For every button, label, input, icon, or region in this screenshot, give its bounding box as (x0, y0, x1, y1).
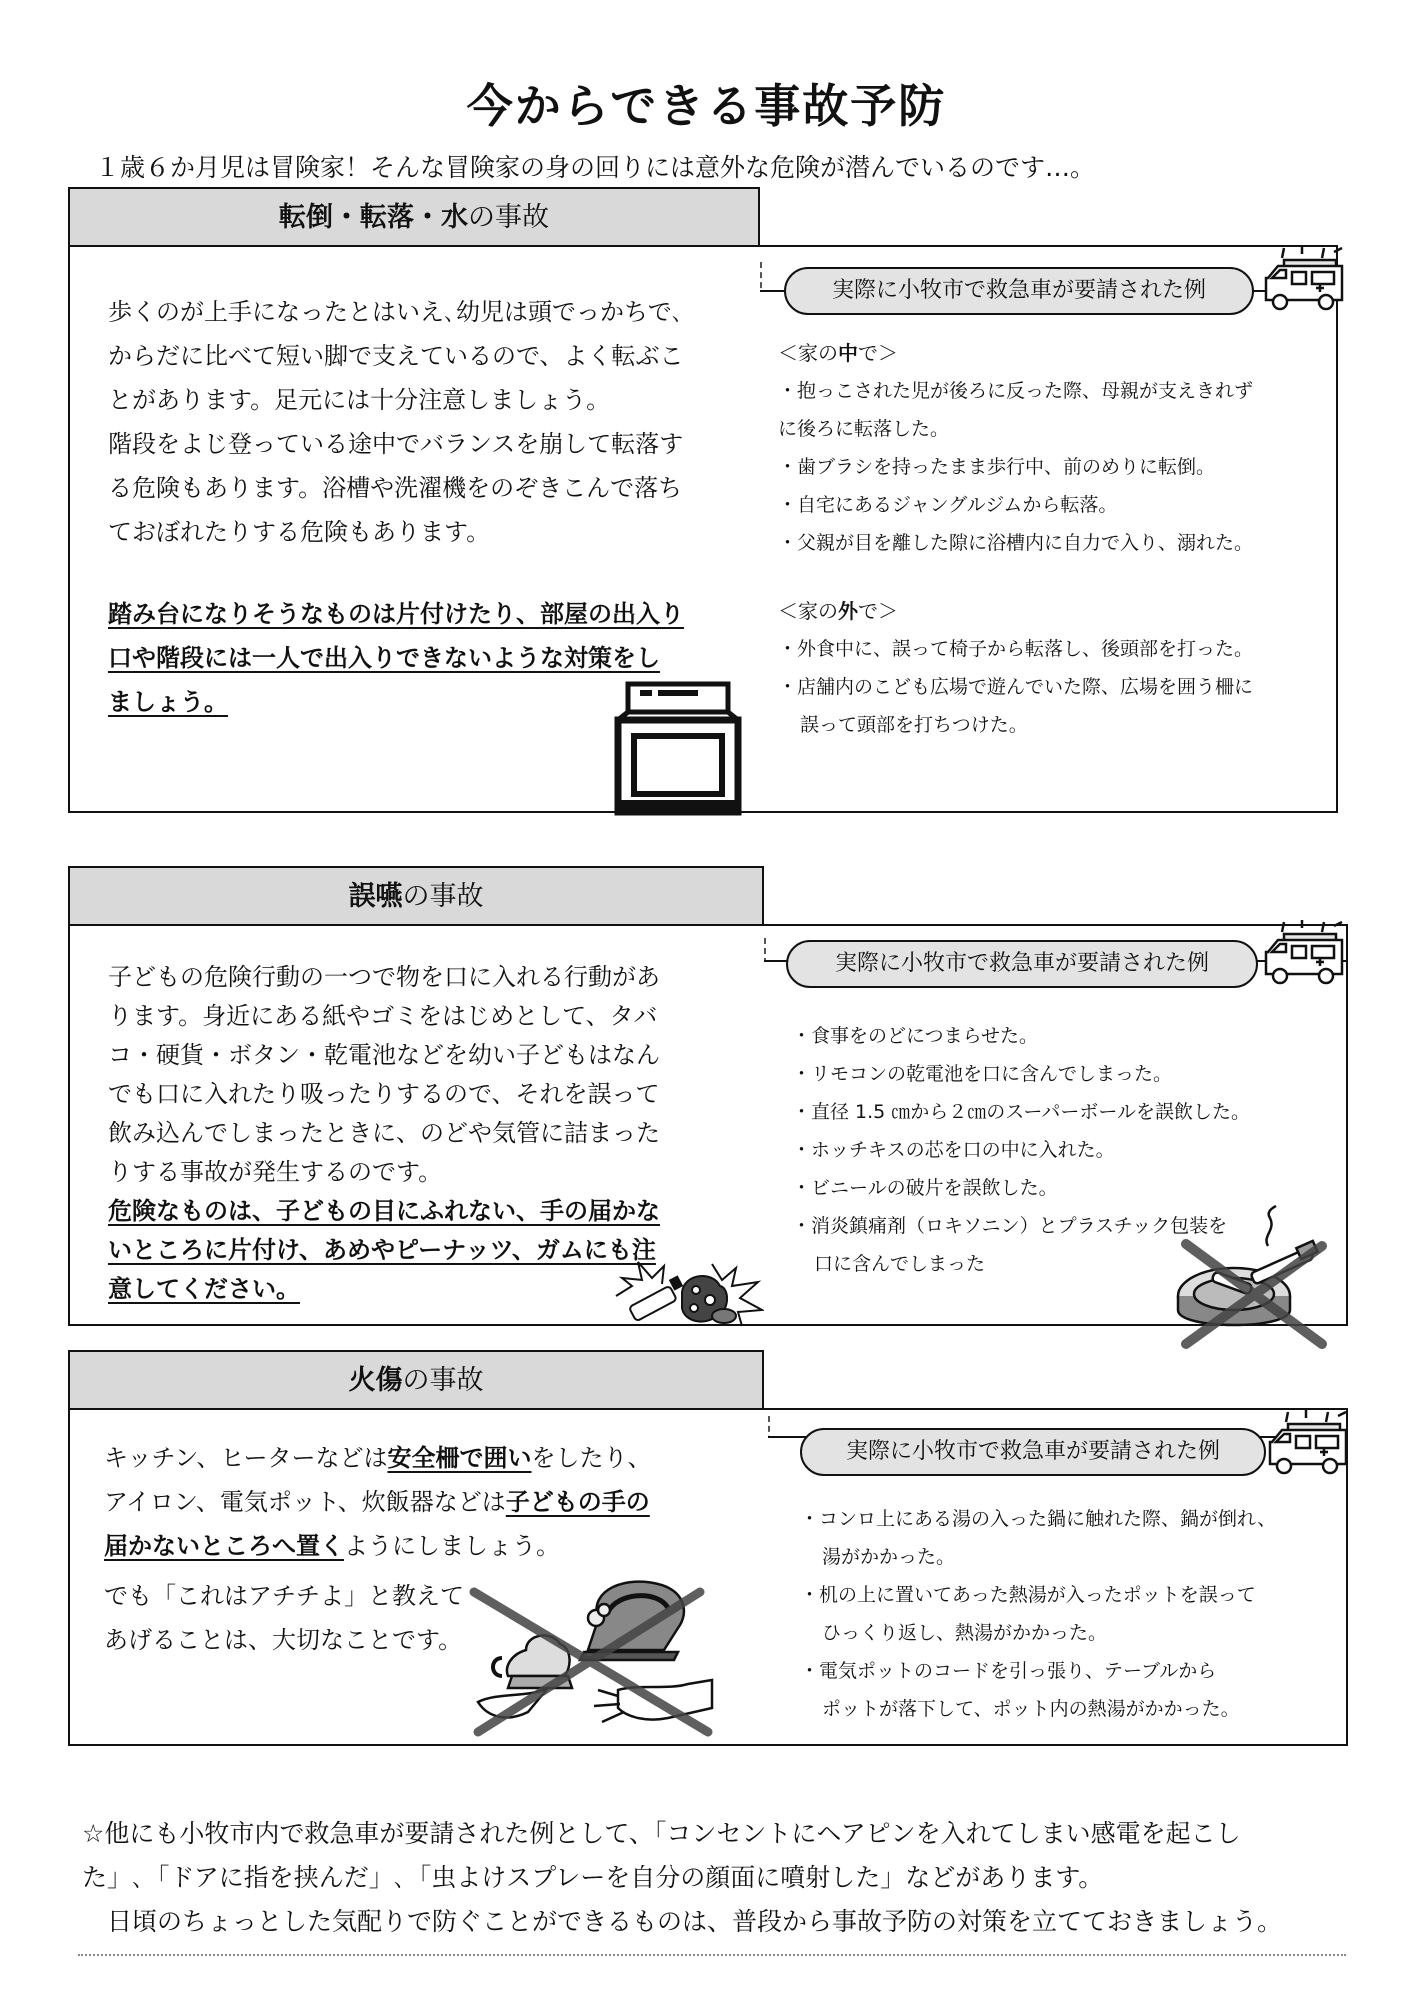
footer-note-line: ☆他にも小牧市内で救急車が要請された例として、「コンセントにヘアピンを入れてしまい感電を起こし (82, 1819, 1241, 1848)
section-falls-tab (68, 187, 760, 247)
falls-example-label: 実際に小牧市で救急車が要請された例 (784, 267, 1254, 315)
falls-examples-list (778, 334, 1328, 744)
falls-outside-item: ・外食中に、誤って椅子から転落し、後頭部を打った。 (778, 638, 1254, 660)
section-burns-heading-rest: の事故 (402, 1365, 484, 1396)
ambulance-icon (1266, 1408, 1352, 1478)
page-title: 今からできる事故予防 (466, 79, 947, 133)
footer-note-line: 日頃のちょっとした気配りで防ぐことができるものは、普段から事故予防の対策を立てておきましょう。 (82, 1907, 1283, 1936)
choking-item: ・リモコンの乾電池を口に含んでしまった。 (792, 1063, 1173, 1085)
burns-text-line: アイロン、電気ポット、炊飯器などは子どもの手の (104, 1488, 650, 1516)
falls-advice-line: ましょう。 (108, 688, 228, 716)
falls-inside-item: ・自宅にあるジャングルジムから転落。 (778, 494, 1118, 516)
falls-outside-item: ・店舗内のこども広場で遊んでいた際、広場を囲う柵に (778, 676, 1254, 698)
falls-text-line: る危険もあります。浴槽や洗濯機をのぞきこんで落ち (108, 474, 683, 502)
falls-outside-item: 誤って頭部を打ちつけた。 (800, 714, 1028, 736)
section-choking-heading-rest: の事故 (402, 881, 484, 912)
burns-item: ・電気ポットのコードを引っ張り、テーブルから (800, 1660, 1217, 1682)
choking-advice-line: 危険なものは、子どもの目にふれない、手の届かな (108, 1197, 660, 1225)
choking-text-line: ります。身近にある紙やゴミをはじめとして、タバ (108, 1002, 658, 1030)
choking-item: ・ビニールの破片を誤飲した。 (792, 1177, 1058, 1199)
falls-advice-line: 踏み台になりそうなものは片付けたり、部屋の出入り (108, 600, 684, 628)
ashtray-crossed-icon (1172, 1206, 1342, 1354)
falls-inside-item: ・抱っこされた児が後ろに反った際、母親が支えきれず (778, 380, 1254, 402)
falls-text-line: とがあります。足元には十分注意しましょう。 (108, 386, 611, 414)
falls-inside-heading: ＜家の中で＞ (778, 341, 898, 365)
ambulance-icon (1262, 918, 1348, 988)
burns-item: ・コンロ上にある湯の入った鍋に触れた際、鍋が倒れ、 (800, 1508, 1277, 1530)
intro-text: １歳６か月児は冒険家！そんな冒険家の身の回りには意外な危険が潜んでいるのです…。 (95, 153, 1096, 182)
falls-advice-line: 口や階段には一人で出入りできないような対策をし (108, 644, 660, 672)
footer-note (82, 1812, 1344, 1944)
burns-text-line: でも「これはアチチよ」と教えて (104, 1582, 464, 1610)
ambulance-icon (1262, 244, 1348, 314)
choking-item: 口に含んでしまった (814, 1253, 986, 1275)
falls-text-line: 階段をよじ登っている途中でバランスを崩して転落す (108, 430, 684, 458)
falls-inside-item: ・歯ブラシを持ったまま歩行中、前のめりに転倒。 (778, 456, 1216, 478)
choking-example-label: 実際に小牧市で救急車が要請された例 (786, 940, 1258, 988)
iron-kettle-crossed-icon (468, 1572, 718, 1738)
choking-item: ・消炎鎮痛剤（ロキソニン）とプラスチック包装を (792, 1215, 1228, 1237)
washing-machine-icon (614, 680, 742, 814)
choking-item: ・直径 1.5 ㎝から２㎝のスーパーボールを誤飲した。 (792, 1101, 1251, 1123)
section-burns-heading-bold: 火傷 (348, 1365, 403, 1396)
small-objects-icon (612, 1256, 772, 1330)
burns-item: 湯がかかった。 (822, 1546, 956, 1568)
choking-text-line: 飲み込んでしまったときに、のどや気管に詰まった (108, 1119, 660, 1147)
choking-advice-line: いところに片付け、あめやピーナッツ、ガムにも注 (108, 1236, 656, 1264)
falls-inside-item: に後ろに転落した。 (778, 418, 950, 440)
section-falls-heading-bold: 転倒・転落・水 (279, 202, 468, 233)
section-burns-tab (68, 1350, 764, 1410)
section-falls-heading-rest: の事故 (468, 202, 549, 233)
choking-text-line: りする事故が発生するのです。 (108, 1158, 443, 1186)
burns-example-label: 実際に小牧市で救急車が要請された例 (800, 1428, 1266, 1476)
choking-advice-line: 意してください。 (108, 1275, 300, 1303)
burns-item: ・机の上に置いてあった熱湯が入ったポットを誤って (800, 1584, 1256, 1606)
choking-item: ・食事をのどにつまらせた。 (792, 1025, 1039, 1047)
burns-text-line: キッチン、ヒーターなどは安全柵で囲いをしたり、 (104, 1444, 652, 1472)
section-choking-tab (68, 866, 764, 926)
choking-text-line: 子どもの危険行動の一つで物を口に入れる行動があ (108, 963, 660, 991)
section-choking-heading-bold: 誤嚥 (348, 881, 403, 912)
burns-item: ひっくり返し、熱湯がかかった。 (822, 1622, 1108, 1644)
falls-text-line: ておぼれたりする危険もあります。 (108, 518, 491, 546)
burns-examples-list (800, 1500, 1340, 1728)
burns-text-line: あげることは、大切なことです。 (104, 1626, 463, 1654)
choking-item: ・ホッチキスの芯を口の中に入れた。 (792, 1139, 1115, 1161)
falls-outside-heading: ＜家の外で＞ (778, 599, 898, 623)
footer-note-line: た」､「ドアに指を挟んだ」､「虫よけスプレーを自分の顔面に噴射した」などがあります。 (82, 1863, 1104, 1892)
footer-dotted-divider (78, 1954, 1346, 1956)
burns-text-line: 届かないところへ置くようにしましょう。 (104, 1532, 560, 1560)
burns-item: ポットが落下して、ポット内の熱湯がかかった。 (822, 1698, 1240, 1720)
choking-text-line: でも口に入れたり吸ったりするので、それを誤って (108, 1080, 660, 1108)
section-falls-text (108, 290, 738, 554)
falls-text-line: 歩くのが上手になったとはいえ､幼児は頭でっかちで､ (108, 298, 684, 326)
choking-text-line: コ・硬貨・ボタン・乾電池などを幼い子どもはなん (108, 1041, 660, 1069)
falls-inside-item: ・父親が目を離した隙に浴槽内に自力で入り、溺れた。 (778, 532, 1254, 554)
falls-text-line: からだに比べて短い脚で支えているので、よく転ぶこ (108, 342, 684, 370)
